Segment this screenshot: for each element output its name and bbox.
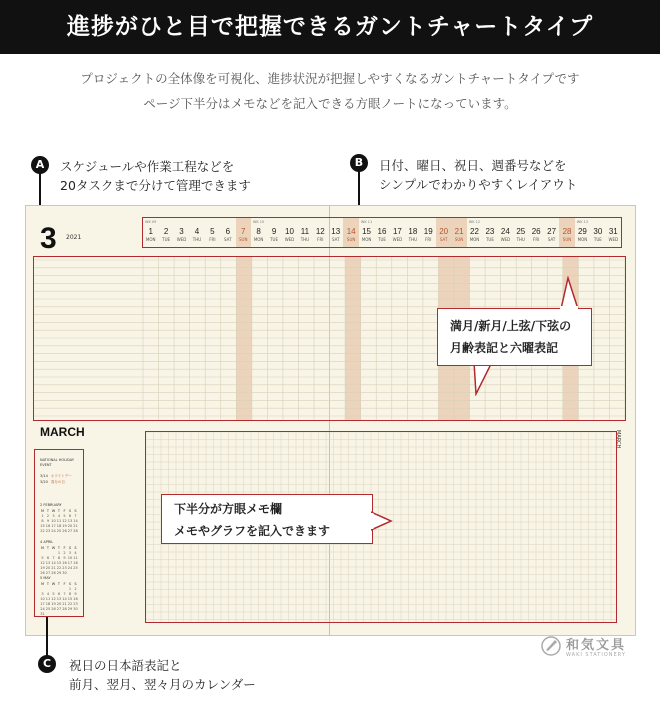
mini-calendar-cell: 2 [63,551,66,555]
day-number: 15 [362,227,372,236]
holiday-name: 春分の日 [50,480,65,484]
mini-calendar-cell: 18 [73,561,78,565]
mini-calendar-cell: 7 [52,556,55,560]
mini-calendar-cell: 23 [45,529,51,533]
mini-calendar-cell: 7 [63,592,66,596]
day-weekday: SAT [331,237,340,242]
day-weekday: THU [516,237,525,242]
mini-calendar-cell: T [46,546,50,550]
day-weekday: THU [408,237,418,242]
day-number: 27 [547,227,557,236]
callout-moon-phase [437,308,592,366]
mini-calendar-cell: 8 [57,556,61,560]
mini-calendar-cell: 2 [74,587,77,591]
mini-calendar-cell: 9 [46,519,50,523]
holiday-name: ホワイトデー [50,474,72,478]
day-number: 19 [423,227,433,236]
day-weekday: THU [300,237,310,242]
mini-calendar-cell: 20 [56,602,62,606]
day-weekday: SAT [439,237,448,242]
mini-calendar-cell [57,612,62,617]
mini-calendar-cell: 12 [40,561,45,565]
mini-calendar-cell: 4 [46,592,50,596]
mini-calendar-cell: 16 [62,561,67,565]
day-weekday: FRI [533,237,540,242]
mini-calendar-cell: 13 [67,519,73,523]
day-weekday: THU [192,237,202,242]
day-number: 14 [346,227,356,236]
day-number: 1 [148,227,153,236]
day-weekday: SUN [562,237,572,242]
day-number: 18 [408,227,418,236]
mini-calendar-cell: 22 [40,529,45,533]
mini-calendar-month: 2 FEBRUARY [40,503,62,507]
mini-calendar-cell: 2 [46,514,50,518]
mini-calendar-cell: 3 [52,514,55,518]
mini-calendar-cell: 10 [67,556,73,560]
week-number-tag: WK 13 [576,220,589,224]
badge-b: B [350,154,368,172]
mini-calendar-cell: S [74,546,77,550]
mini-calendar-cell: M [40,546,45,550]
mini-calendar-cell: 26 [40,571,45,575]
mini-calendar-cell: 17 [51,524,56,528]
mini-calendar-cell: 27 [45,571,51,575]
day-weekday: WED [608,237,619,242]
day-weekday: WED [284,237,295,242]
mini-calendar-cell: 27 [56,607,62,611]
mini-calendar-cell: 10 [51,519,56,523]
day-number: 13 [331,227,341,236]
mini-calendar-cell: 18 [45,602,51,606]
mini-calendar-cell: S [74,582,77,586]
mini-calendar-cell: 25 [73,566,78,570]
mini-calendar-cell: 11 [56,519,62,523]
callout-memo [161,494,373,544]
mini-calendar-cell: T [57,546,61,550]
mini-calendar-cell: S [68,509,72,513]
mini-calendar-cell: 3 [41,592,44,596]
mini-calendar-cell: 24 [40,607,45,611]
annotation-b-line1: 日付、曜日、祝日、週番号などを [379,158,567,173]
day-weekday: MON [145,237,156,242]
mini-calendar-cell: 15 [40,524,45,528]
day-weekday: SUN [238,237,248,242]
day-number: 12 [315,227,325,236]
day-number: 10 [285,227,294,236]
mini-calendar-cell: S [68,546,72,550]
mini-calendar-cell: M [40,582,45,586]
annotation-a [60,157,251,195]
mini-calendar-cell: 3 [68,551,72,555]
mini-calendar-cell: 30 [62,571,67,575]
day-number: 30 [593,227,603,236]
mini-calendar-cell: 5 [41,556,44,560]
day-number: 20 [439,227,449,236]
mini-calendar-cell: 7 [74,514,77,518]
mini-calendar-cell: 6 [46,556,50,560]
holiday-date: 3/14 [40,474,48,478]
day-weekday: SAT [547,237,556,242]
annotation-c-line2: 前月、翌月、翌々月のカレンダー [69,677,256,692]
mini-calendar-cell: 14 [62,597,67,601]
mini-calendar-cell: 4 [74,551,77,555]
day-weekday: MON [577,237,588,242]
badge-a: A [31,156,49,174]
mini-calendar-cell: 30 [73,607,78,611]
annotation-a-line2: 20タスクまで分けて管理できます [60,178,251,193]
mini-calendar-cell: 12 [51,597,56,601]
day-number: 5 [210,227,215,236]
mini-calendar-cell: 21 [73,524,78,528]
mini-calendar-cell: 25 [56,529,62,533]
day-weekday: MON [253,237,264,242]
mini-calendar-cell: 11 [45,597,51,601]
mini-calendar-grid [40,509,78,534]
mini-calendar-cell: F [63,582,66,586]
annotation-c [69,656,256,694]
mini-calendar-month: 5 MAY [40,576,51,580]
mini-calendar-cell: 25 [45,607,51,611]
day-weekday: FRI [317,237,324,242]
mini-calendar-cell: 14 [51,561,56,565]
mini-calendar-cell: 19 [40,566,45,570]
mini-calendar-cell [73,612,78,617]
mini-calendar-cell: T [46,582,50,586]
mini-calendar-cell [68,571,73,576]
mini-calendar-cell: 15 [67,597,73,601]
day-number: 25 [516,227,526,236]
mini-calendar-cell: 21 [62,602,67,606]
mini-calendar-cell: 29 [67,607,73,611]
day-number: 22 [470,227,479,236]
mini-calendar-cell: W [51,582,56,586]
mini-calendar-cell: 28 [73,529,78,533]
mini-calendar-grid [40,546,78,576]
mini-calendar-cell: 27 [67,529,73,533]
day-weekday: TUE [378,237,386,242]
mini-calendar-cell: 21 [51,566,56,570]
mini-calendar-cell [51,612,56,617]
mini-calendar-cell: 16 [45,524,51,528]
mini-calendar-cell: 13 [45,561,51,565]
mini-calendar-cell: 23 [62,566,67,570]
day-weekday: TUE [485,237,494,242]
mini-calendar-cell: 1 [57,551,61,555]
mini-calendar-cell [68,612,73,617]
leader-line-c [46,617,48,657]
mini-calendar-cell: W [51,546,56,550]
day-weekday: WED [176,237,187,242]
mini-calendar-cell: 8 [41,519,44,523]
intro-line-1: プロジェクトの全体像を可視化、進捗状況が把握しやすくなるガントチャートタイプです [80,71,580,86]
mini-calendar-cell: F [63,509,66,513]
mini-calendar-cell: 1 [41,514,44,518]
day-number: 23 [485,227,495,236]
day-number: 9 [271,227,277,236]
holiday-entry [40,480,65,485]
day-weekday: WED [392,237,403,242]
brand-name: 和気文具 [566,638,627,653]
day-number: 8 [256,227,261,236]
mini-calendar-cell: 15 [56,561,62,565]
mini-calendar-cell: 17 [40,602,45,606]
mini-calendar-cell: 10 [40,597,45,601]
annotation-b-line2: シンプルでわかりやすくレイアウト [379,177,578,192]
mini-calendar-cell: T [57,582,61,586]
week-number-tag: WK 11 [360,220,373,224]
day-weekday: TUE [270,237,278,242]
mini-calendar-cell: 18 [56,524,62,528]
intro-line-2: ページ下半分はメモなどを記入できる方眼ノートになっています。 [143,96,517,111]
mini-calendar-cell: W [51,509,56,513]
day-weekday: TUE [593,237,602,242]
mini-calendar-cell: 12 [62,519,67,523]
day-number: 24 [500,227,510,236]
day-weekday: WED [500,237,511,242]
brand-subtitle: WAKI STATIONERY [566,652,626,658]
day-number: 16 [377,227,387,236]
mini-calendar-cell [73,571,78,576]
mini-calendar-cell: S [74,509,77,513]
month-name-side: MARCH [615,430,621,449]
mini-calendar-cell: 8 [68,592,72,596]
day-weekday: TUE [162,237,171,242]
mini-calendar-cell: 24 [67,566,73,570]
day-number: 28 [562,227,572,236]
date-bar-highlight [142,217,622,248]
mini-calendar-cell: 5 [63,514,66,518]
annotation-a-line1: スケジュールや作業工程などを [60,159,235,174]
mini-calendar-cell: M [40,509,45,513]
day-number: 3 [179,227,184,236]
mini-calendar-cell: T [46,509,50,513]
annotation-b [379,156,577,194]
day-weekday: SAT [224,237,232,242]
mini-calendar-cell: 14 [73,519,78,523]
page-title: 進捗がひと目で把握できるガントチャートタイプ [66,14,594,40]
mini-calendar-cell: 19 [51,602,56,606]
mini-calendar-cell: 20 [67,524,73,528]
mini-calendar-cell: 24 [51,529,56,533]
mini-calendar-cell: 23 [73,602,78,606]
brand-watermark [538,633,658,663]
year-label: 2021 [66,234,82,241]
callout-moon-gap [560,306,590,312]
mini-calendar-cell: 1 [68,587,72,591]
mini-calendar-cell: 31 [40,612,45,616]
day-weekday: MON [361,237,372,242]
week-number-tag: WK 10 [252,220,265,224]
day-number: 21 [454,227,464,236]
mini-calendar-cell: 20 [45,566,51,570]
day-number: 2 [163,227,169,236]
mini-calendar-cell: 11 [73,556,78,560]
day-number: 29 [577,227,587,236]
mini-calendar-cell: 9 [74,592,77,596]
day-number: 11 [300,227,310,236]
holiday-date: 3/20 [40,480,48,484]
mini-calendar-cell: 22 [67,602,73,606]
month-name: MARCH [40,425,85,439]
mini-calendar-cell: 5 [52,592,55,596]
day-weekday: FRI [209,237,216,242]
mini-calendar-cell: S [68,582,72,586]
holiday-heading: NATIONAL HOLIDAY EVENT [40,458,75,467]
week-number-tag: WK 09 [145,220,157,224]
mini-calendar-cell [62,612,67,617]
day-number: 26 [531,227,541,236]
mini-calendar-cell: 6 [57,592,61,596]
mini-calendar-cell: 26 [51,607,56,611]
mini-calendar-cell: 17 [67,561,73,565]
mini-calendar-cell: 22 [56,566,62,570]
mini-calendar-cell: 19 [62,524,67,528]
week-number-tag: WK 12 [468,220,481,224]
pen-logo-icon [540,635,562,657]
day-weekday: SUN [454,237,464,242]
header-banner [0,0,660,54]
mini-calendar-cell: 28 [62,607,67,611]
callout-memo-pointer [371,510,393,534]
mini-calendar-cell: 28 [51,571,56,575]
month-number: 3 [40,222,57,255]
day-number: 6 [225,227,231,236]
holiday-entry [40,474,72,479]
callout-moon-line1: 満月/新月/上弦/下弦の [450,319,572,333]
mini-calendar-month: 4 APRIL [40,540,54,544]
mini-calendar-cell: 6 [68,514,72,518]
callout-memo-line2: メモやグラフを記入できます [174,524,331,538]
day-number: 17 [392,227,402,236]
mini-calendar-cell: F [63,546,66,550]
callout-moon-line2: 月齢表記と六曜表記 [450,341,559,355]
mini-calendar-cell: 4 [57,514,61,518]
day-weekday: FRI [425,237,432,242]
mini-calendar-cell: T [57,509,61,513]
mini-calendar-cell: 29 [56,571,62,575]
day-number: 31 [608,227,618,236]
annotation-c-line1: 祝日の日本語表記と [69,658,182,673]
day-weekday: MON [469,237,480,242]
day-number: 7 [240,227,246,236]
mini-calendar-row [40,529,78,534]
badge-c: C [38,655,56,673]
mini-calendar-cell: 16 [73,597,78,601]
mini-calendar-grid [40,582,78,617]
callout-memo-line1: 下半分が方眼メモ欄 [174,502,283,516]
mini-calendar-cell: 26 [62,529,67,533]
mini-calendar-cell: 13 [56,597,62,601]
day-number: 4 [194,227,200,236]
day-weekday: SUN [346,237,356,242]
mini-calendar-cell: 9 [63,556,66,560]
